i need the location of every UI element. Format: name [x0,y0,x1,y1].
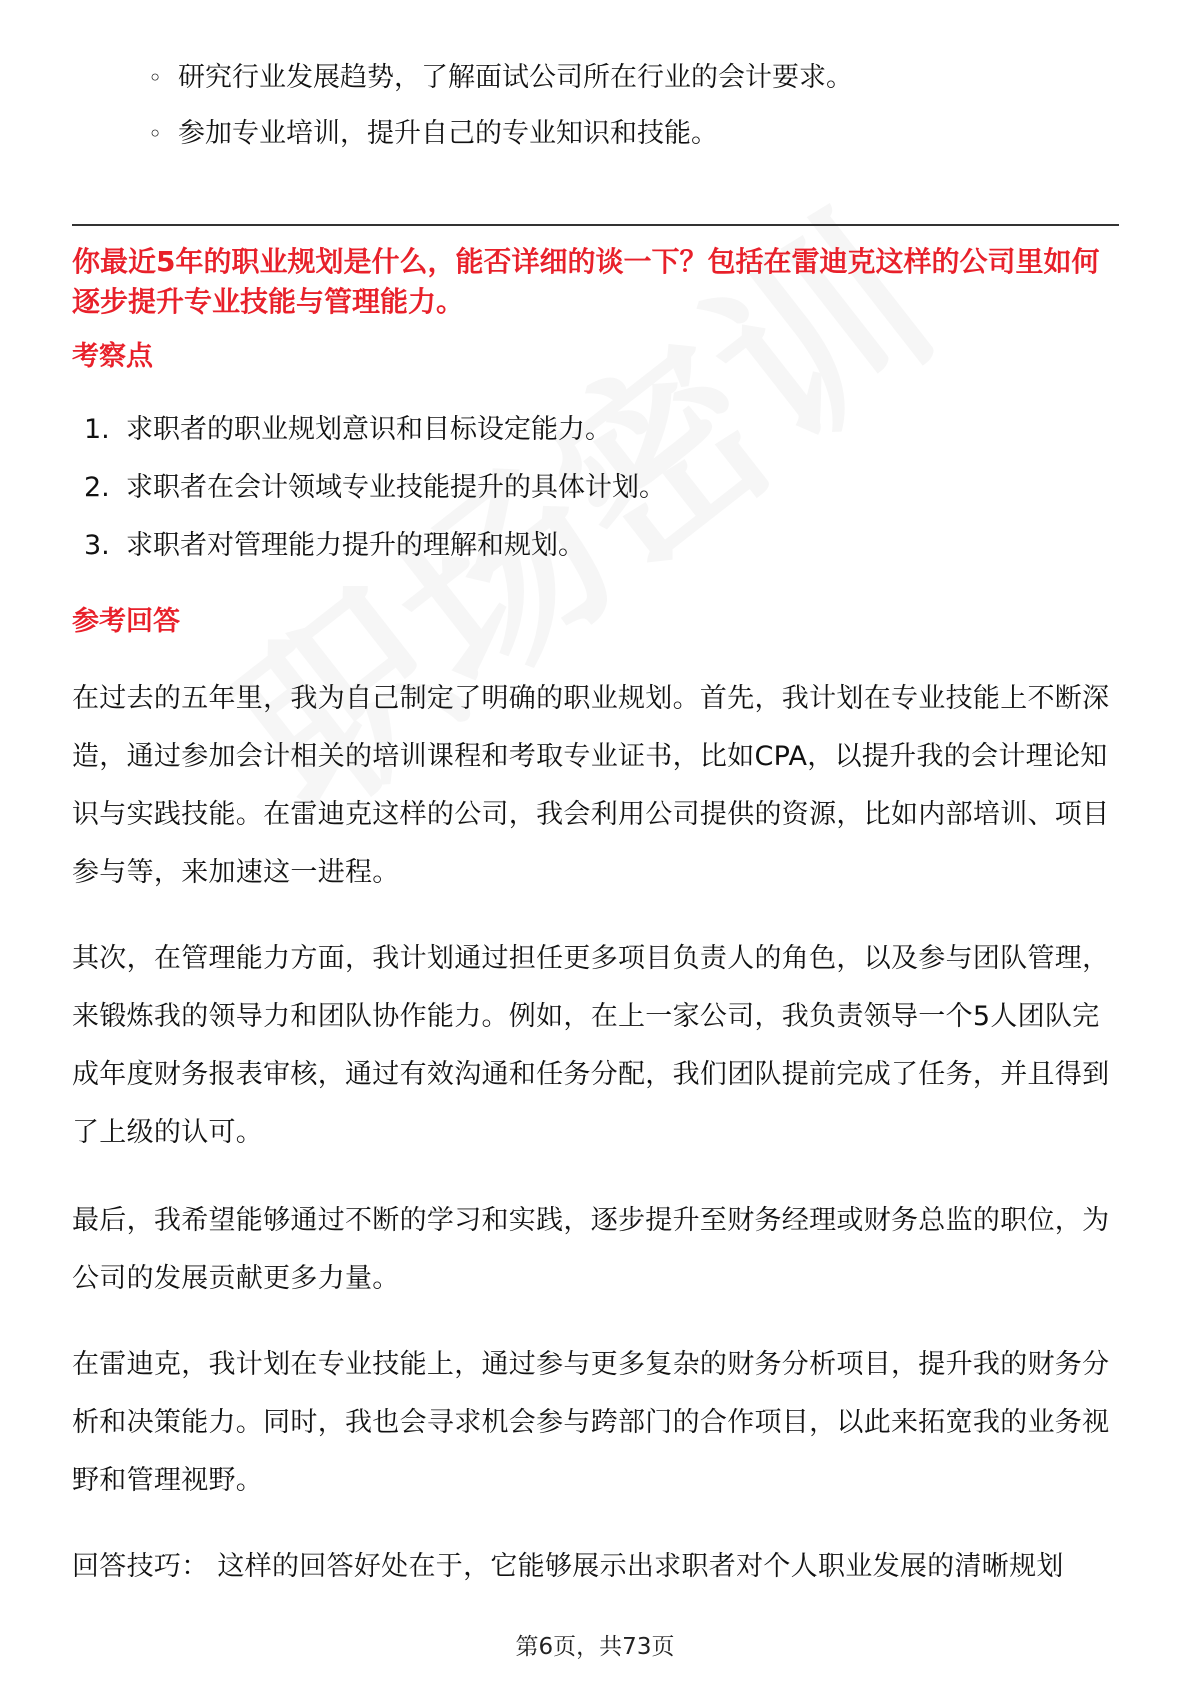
page-number: 第6页，共73页 [515,1634,675,1660]
item-text: 求职者对管理能力提升的理解和规划。 [126,530,585,561]
bullet-marker: ◦ [148,64,163,92]
answer-paragraph: 在过去的五年里，我为自己制定了明确的职业规划。首先，我计划在专业技能上不断深造，通过参加会计相关的培训课程和考取专业证书，比如CPA，以提升我的会计理论知识与实践技能。在雷迪克这样的公司，我会利用公司提供的资源，比如内部培训、项目参与等，来加速这一进程。 [72,683,1110,888]
answer-title: 参考回答 [72,606,180,637]
bullet-text: 研究行业发展趋势，了解面试公司所在行业的会计要求。 [178,62,853,93]
list-item [84,468,1084,508]
list-item [148,114,1128,154]
points-list [84,410,1084,584]
item-number: 3. [84,530,110,561]
item-text: 求职者在会计领域专业技能提升的具体计划。 [126,472,666,503]
item-text: 求职者的职业规划意识和目标设定能力。 [126,414,612,445]
bullet-list [148,58,1128,170]
list-item [148,58,1128,98]
answer-paragraph: 其次，在管理能力方面，我计划通过担任更多项目负责人的角色，以及参与团队管理，来锻炼我的领导力和团队协作能力。例如，在上一家公司，我负责领导一个5人团队完成年度财务报表审核，通过有效沟通和任务分配，我们团队提前完成了任务，并且得到了上级的认可。 [72,943,1110,1148]
points-title: 考察点 [72,341,153,372]
item-number: 1. [84,414,110,445]
answer-paragraph: 最后，我希望能够通过不断的学习和实践，逐步提升至财务经理或财务总监的职位，为公司的发展贡献更多力量。 [72,1205,1110,1294]
answer-paragraph: 在雷迪克，我计划在专业技能上，通过参与更多复杂的财务分析项目，提升我的财务分析和决策能力。同时，我也会寻求机会参与跨部门的合作项目，以此来拓宽我的业务视野和管理视野。 [72,1349,1110,1496]
bullet-text: 参加专业培训，提升自己的专业知识和技能。 [178,118,718,149]
list-item [84,526,1084,566]
list-item [84,410,1084,450]
bullet-marker: ◦ [148,120,163,148]
section-divider [72,224,1119,226]
item-number: 2. [84,472,110,503]
question-heading: 你最近5年的职业规划是什么，能否详细的谈一下？包括在雷迪克这样的公司里如何逐步提升专业技能与管理能力。 [72,245,1100,318]
answer-tip-paragraph: 回答技巧： 这样的回答好处在于，它能够展示出求职者对个人职业发展的清晰规划 [72,1551,1064,1582]
